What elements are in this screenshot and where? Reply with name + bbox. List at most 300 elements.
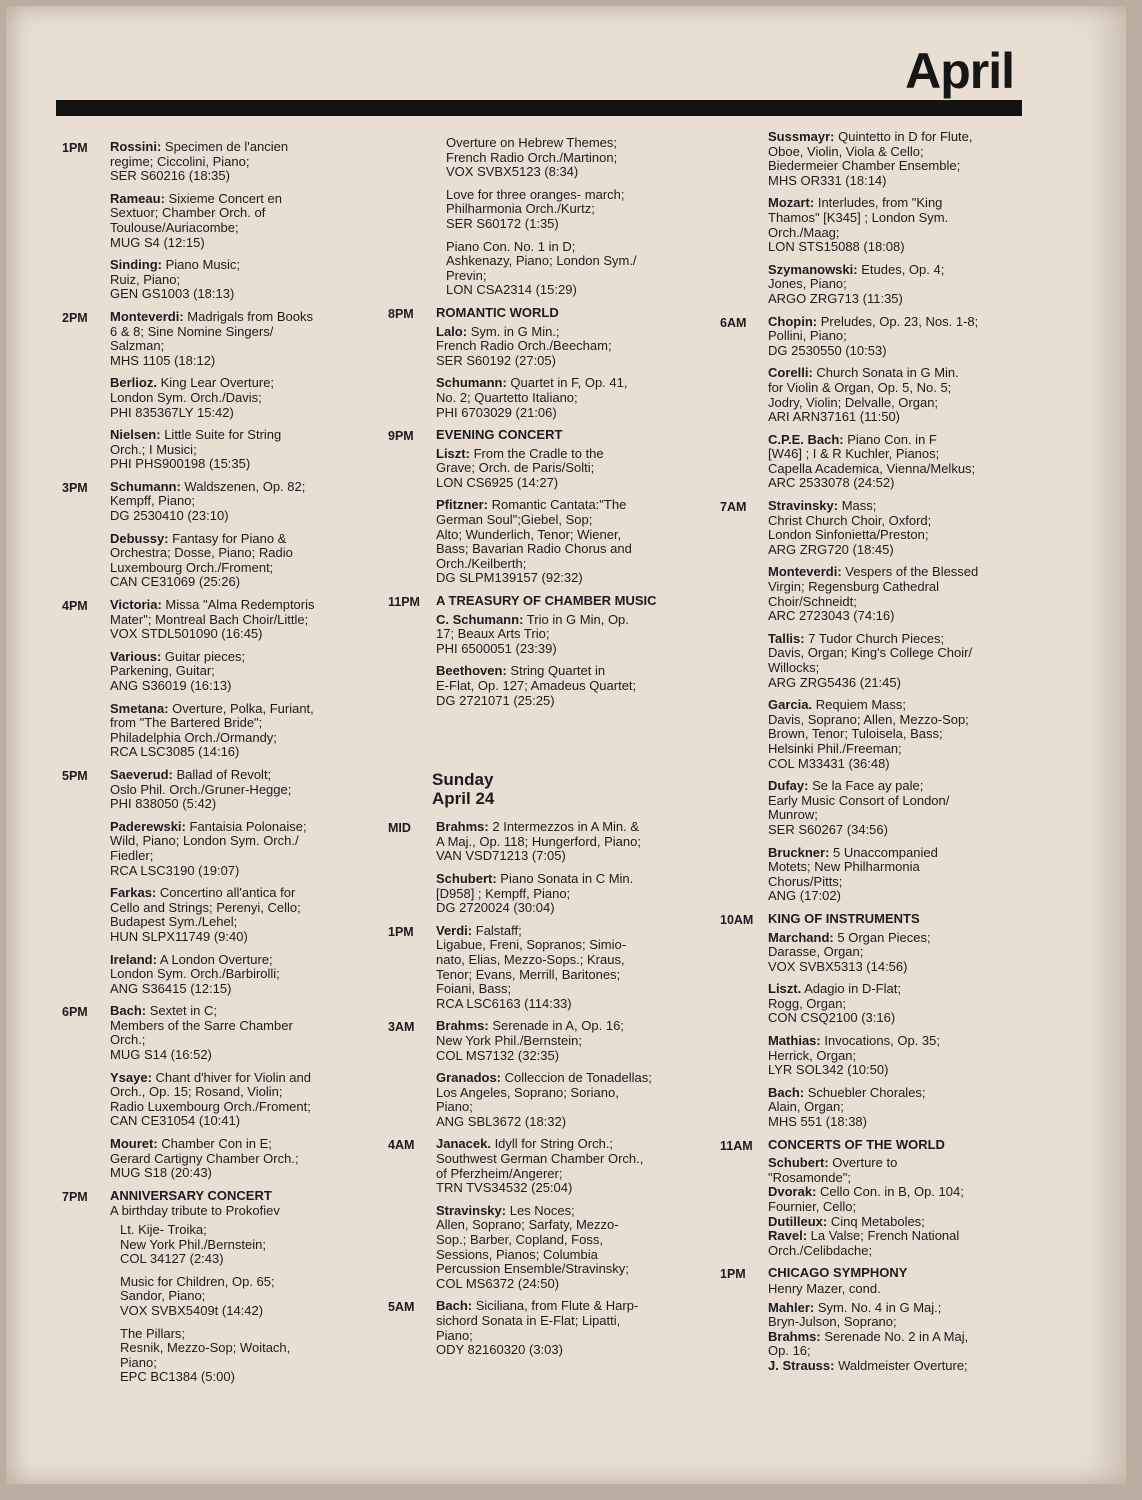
listing-line (110, 480, 372, 495)
listing-text: London Sym. Orch./Barbirolli; (110, 966, 280, 982)
listing-text: Les Noces; (509, 1202, 575, 1218)
listing-line (110, 915, 372, 930)
listing-text: Salzman; (110, 338, 165, 354)
listing-line (768, 1100, 1060, 1115)
program-title: EVENING CONCERT (436, 427, 563, 443)
listing-line (768, 410, 1060, 425)
listing-line (110, 546, 372, 561)
time-slot (388, 1299, 706, 1357)
listing-line (768, 159, 1060, 174)
time-slot (720, 912, 1060, 1130)
listing-text: Chant d'hiver for Violin and (155, 1069, 311, 1085)
composer-name: Stravinsky: (436, 1202, 507, 1218)
listing-line (436, 1343, 706, 1358)
listing-text: Southwest German Chamber Orch., (436, 1151, 644, 1167)
listing-text: Fantasy for Piano & (172, 530, 287, 546)
listing-text: Serenade No. 2 in A Maj, (824, 1328, 969, 1344)
listing-entry (768, 263, 1060, 307)
listing-line (110, 953, 372, 968)
listing-line (768, 982, 1060, 997)
composer-name: Verdi: (436, 922, 473, 938)
listing-line (110, 443, 372, 458)
listing-text: DG 2721071 (25:25) (436, 692, 555, 708)
listing-line (768, 381, 1060, 396)
listing-line (110, 613, 372, 628)
time-slot (720, 130, 1060, 307)
listing-text: CON CSQ2100 (3:16) (768, 1010, 896, 1026)
listing-text: ARG ZRG720 (18:45) (768, 541, 894, 557)
listing-line (120, 1356, 372, 1371)
listing-text: VOX SVBX5123 (8:34) (446, 164, 579, 180)
listing-line (768, 632, 1060, 647)
listing-line (436, 528, 706, 543)
slot-time: 4AM (388, 1138, 415, 1153)
composer-name: Brahms: (436, 819, 489, 835)
column-2-part-2 (388, 820, 706, 1358)
slot-time: 6AM (720, 315, 747, 330)
listing-text: Serenade in A, Op. 16; (492, 1018, 624, 1034)
listing-line (110, 864, 372, 879)
listing-line (446, 188, 706, 203)
composer-name: Sinding: (110, 257, 162, 273)
listing-entry (110, 140, 372, 184)
listing-text: MHS 1105 (18:12) (110, 352, 216, 368)
listing-line (110, 650, 372, 665)
listing-line (110, 797, 372, 812)
listing-line (436, 627, 706, 642)
listing-line (110, 575, 372, 590)
slot-time: MID (388, 821, 411, 836)
listing-text: SER S60216 (18:35) (110, 168, 230, 184)
listing-entry (768, 433, 1060, 491)
listing-text: Members of the Sarre Chamber (110, 1017, 293, 1033)
listing-line (768, 211, 1060, 226)
listing-entry (768, 1185, 1060, 1214)
listing-line (110, 1085, 372, 1100)
listing-text: Piano; (120, 1354, 157, 1370)
composer-name: Mahler: (768, 1299, 815, 1315)
listing-text: Requiem Mass; (815, 697, 907, 713)
listing-line (436, 1071, 706, 1086)
listing-line (436, 887, 706, 902)
listing-text: Davis, Organ; King's College Choir/ (768, 645, 973, 661)
listing-line (110, 273, 372, 288)
listing-text: Sextet in C; (149, 1003, 217, 1019)
listing-line (446, 151, 706, 166)
listing-text: Orchestra; Dosse, Piano; Radio (110, 545, 293, 561)
listing-text: EPC BC1384 (5:00) (120, 1369, 235, 1385)
listing-line (120, 1252, 372, 1267)
listing-text: Piano; (436, 1099, 473, 1115)
listing-line (110, 532, 372, 547)
listing-line (768, 145, 1060, 160)
listing-line (436, 461, 706, 476)
slot-time: 7AM (720, 500, 747, 515)
slot-time: 5PM (62, 768, 88, 783)
listing-line (768, 543, 1060, 558)
listing-line (110, 428, 372, 443)
composer-name: Dvorak: (768, 1184, 817, 1200)
listing-line (768, 1301, 1060, 1316)
listing-line (110, 155, 372, 170)
time-slot (388, 1019, 706, 1129)
composer-name: Schumann: (436, 375, 507, 391)
listing-line (110, 886, 372, 901)
listing-entry (768, 982, 1060, 1026)
listing-text: SER S60267 (34:56) (768, 821, 888, 837)
listing-line (110, 1137, 372, 1152)
listing-line (110, 325, 372, 340)
listing-entry (110, 1071, 372, 1129)
composer-name: Ysaye: (110, 1069, 152, 1085)
listing-text: Fantaisia Polonaise; (189, 818, 307, 834)
listing-text: LON CSA2314 (15:29) (446, 282, 577, 298)
listing-text: Gerard Cartigny Chamber Orch.; (110, 1150, 299, 1166)
composer-name: Bach: (436, 1298, 473, 1314)
listing-line (110, 494, 372, 509)
day-heading (432, 770, 706, 808)
listing-line (110, 354, 372, 369)
listing-text: Early Music Consort of London/ (768, 792, 950, 808)
listing-entry (768, 1330, 1060, 1359)
listing-line (768, 727, 1060, 742)
listing-text: MHS OR331 (18:14) (768, 172, 887, 188)
composer-name: Szymanowski: (768, 261, 858, 277)
listing-text: Budapest Sym./Lehel; (110, 914, 238, 930)
time-slot (62, 598, 372, 760)
listing-text: RCA LSC3190 (19:07) (110, 862, 240, 878)
listing-line (768, 676, 1060, 691)
listing-line (110, 287, 372, 302)
listing-line (768, 528, 1060, 543)
composer-name: Brahms: (768, 1328, 821, 1344)
listing-text: Bryn-Julson, Soprano; (768, 1314, 897, 1330)
listing-text: French Radio Orch./Martinon; (446, 149, 618, 165)
listing-text: The Pillars; (120, 1325, 186, 1341)
listing-text: Church Sonata in G Min. (816, 365, 959, 381)
listing-text: VOX SVBX5313 (14:56) (768, 958, 908, 974)
listing-text: Mater"; Montreal Bach Choir/Little; (110, 611, 309, 627)
listing-line (768, 1063, 1060, 1078)
listing-text: Little Suite for String (164, 427, 282, 443)
listing-text: [W46] ; I & R Kuchler, Pianos; (768, 446, 940, 462)
composer-name: Schubert: (436, 870, 497, 886)
listing-text: PHI 6500051 (23:39) (436, 640, 557, 656)
listing-text: Siciliana, from Flute & Harp- (475, 1298, 639, 1314)
listing-line (436, 982, 706, 997)
listing-text: SER S60172 (1:35) (446, 215, 559, 231)
listing-line (110, 457, 372, 472)
listing-entry (436, 240, 706, 298)
slot-time: 11AM (720, 1138, 753, 1153)
listing-entry (768, 1301, 1060, 1330)
listing-line (436, 498, 706, 513)
listing-text: Orch.; I Musici; (110, 441, 197, 457)
listing-text: VOX SVBX5409t (14:42) (120, 1302, 264, 1318)
listing-line (436, 447, 706, 462)
listing-line (768, 396, 1060, 411)
composer-name: Bach: (768, 1084, 805, 1100)
listing-line (768, 292, 1060, 307)
listing-text: Tenor; Evans, Merrill, Baritones; (436, 966, 621, 982)
listing-text: Concertino all'antica for (159, 885, 296, 901)
day-date: April 24 (432, 789, 495, 809)
listing-line (436, 820, 706, 835)
listing-entry (436, 613, 706, 657)
composer-name: Bach: (110, 1003, 147, 1019)
header-rule (56, 100, 1022, 116)
listing-line (110, 716, 372, 731)
listing-entry (110, 1137, 372, 1181)
column-2-part-1 (388, 136, 706, 708)
listing-line (110, 236, 372, 251)
listing-entry (110, 702, 372, 760)
listing-entry (768, 366, 1060, 424)
listing-line (436, 642, 706, 657)
listing-text: French Radio Orch./Beecham; (436, 338, 612, 354)
listing-line (768, 595, 1060, 610)
program-title: ROMANTIC WORLD (436, 304, 559, 320)
composer-name: Mathias: (768, 1033, 821, 1049)
listing-line (436, 664, 706, 679)
listing-line (446, 165, 706, 180)
listing-text: Foiani, Bass; (436, 981, 512, 997)
composer-name: Rossini: (110, 139, 162, 154)
listing-text: LYR SOL342 (10:50) (768, 1062, 889, 1078)
program-subtitle: A birthday tribute to Prokofiev (110, 1203, 280, 1219)
listing-text: Ashkenazy, Piano; London Sym./ (446, 253, 637, 269)
listing-text: London Sym. Orch./Davis; (110, 389, 262, 405)
listing-line (768, 329, 1060, 344)
listing-text: Previn; (446, 267, 487, 283)
listing-entry (110, 953, 372, 997)
listing-entry (436, 872, 706, 916)
listing-line (436, 938, 706, 953)
listing-line (110, 783, 372, 798)
listing-line (446, 269, 706, 284)
listing-text: Love for three oranges- march; (446, 186, 625, 202)
listing-entry (768, 565, 1060, 623)
listing-text: DG SLPM139157 (92:32) (436, 570, 583, 586)
listing-entry (110, 650, 372, 694)
listing-entry (110, 480, 372, 524)
listing-text: A London Overture; (159, 951, 273, 967)
composer-name: Lalo: (436, 323, 468, 339)
listing-text: Alain, Organ; (768, 1099, 844, 1115)
listing-line (768, 1171, 1060, 1186)
listing-entry (110, 428, 372, 472)
listing-text: VOX STDL501090 (16:45) (110, 626, 263, 642)
slot-time: 8PM (388, 306, 414, 321)
listing-line (120, 1223, 372, 1238)
listing-text: Kempff, Piano; (110, 493, 196, 509)
listing-line (446, 217, 706, 232)
listing-line (110, 206, 372, 221)
listing-text: Orch., Op. 15; Rosand, Violin; (110, 1084, 283, 1100)
listing-line (436, 542, 706, 557)
listing-line (436, 1248, 706, 1263)
listing-text: MHS 551 (18:38) (768, 1114, 867, 1130)
listing-line (446, 283, 706, 298)
composer-name: Schumann: (110, 478, 181, 494)
listing-line (436, 1137, 706, 1152)
listing-text: CAN CE31069 (25:26) (110, 574, 241, 590)
listing-text: ARI ARN37161 (11:50) (768, 409, 900, 425)
listing-text: Philadelphia Orch./Ormandy; (110, 729, 277, 745)
listing-line (436, 613, 706, 628)
time-slot (388, 1137, 706, 1291)
listing-text: Virgin; Regensburg Cathedral (768, 579, 940, 595)
listing-line (120, 1304, 372, 1319)
listing-entry (768, 130, 1060, 188)
listing-text: Fiedler; (110, 847, 154, 863)
listing-text: Music for Children, Op. 65; (120, 1273, 275, 1289)
time-slot (720, 1138, 1060, 1259)
listing-text: MUG S4 (12:15) (110, 234, 205, 250)
listing-text: Rogg, Organ; (768, 995, 847, 1011)
listing-line (768, 997, 1060, 1012)
slot-time: 7PM (62, 1189, 88, 1204)
listing-text: From the Cradle to the (473, 445, 604, 461)
listing-line (768, 174, 1060, 189)
time-slot (388, 594, 706, 708)
listing-text: COL M33431 (36:48) (768, 755, 890, 771)
listing-line (436, 391, 706, 406)
listing-text: Thamos" [K345] ; London Sym. (768, 209, 949, 225)
composer-name: Mozart: (768, 195, 815, 211)
listing-text: E-Flat, Op. 127; Amadeus Quartet; (436, 678, 637, 693)
listing-line (110, 1152, 372, 1167)
time-slot (720, 315, 1060, 492)
composer-name: Nielsen: (110, 427, 161, 443)
listing-text: Radio Luxembourg Orch./Froment; (110, 1098, 311, 1114)
listing-entry (110, 1275, 372, 1319)
slot-time: 3AM (388, 1020, 415, 1035)
listing-line (436, 1181, 706, 1196)
composer-name: Dufay: (768, 778, 809, 794)
listing-text: SER S60192 (27:05) (436, 352, 556, 368)
listing-text: sichord Sonata in E-Flat; Lipatti, (436, 1313, 621, 1328)
listing-text: Jones, Piano; (768, 276, 847, 292)
listing-text: Oboe, Violin, Viola & Cello; (768, 143, 924, 159)
listing-text: Etudes, Op. 4; (861, 261, 945, 277)
listing-line (768, 823, 1060, 838)
listing-text: Ballad of Revolt; (176, 766, 272, 782)
listing-line (436, 1100, 706, 1115)
listing-text: CAN CE31054 (10:41) (110, 1113, 241, 1129)
listing-entry (436, 1019, 706, 1063)
listing-line (110, 849, 372, 864)
listing-entry (436, 136, 706, 180)
composer-name: Saeverud: (110, 766, 173, 782)
listing-text: Oslo Phil. Orch./Gruner-Hegge; (110, 781, 292, 797)
composer-name: Mouret: (110, 1136, 158, 1152)
listing-line (436, 1152, 706, 1167)
listing-text: Guitar pieces; (164, 648, 246, 664)
listing-line (768, 860, 1060, 875)
time-slot (720, 499, 1060, 904)
composer-name: Various: (110, 648, 162, 664)
listing-line (120, 1289, 372, 1304)
listing-text: 6 & 8; Sine Nomine Singers/ (110, 323, 274, 339)
listing-line (436, 325, 706, 340)
listing-line (768, 960, 1060, 975)
program-subtitle: Henry Mazer, cond. (768, 1280, 881, 1296)
listing-text: DG 2530410 (23:10) (110, 508, 229, 524)
listing-line (768, 1215, 1060, 1230)
composer-name: Marchand: (768, 929, 834, 945)
listing-text: Choir/Schneidt; (768, 593, 857, 609)
listing-line (768, 945, 1060, 960)
listing-text: Allen, Soprano; Sarfaty, Mezzo- (436, 1217, 619, 1233)
listing-entry (436, 1137, 706, 1195)
magazine-page (6, 6, 1126, 1484)
listing-text: Lt. Kije- Troika; (120, 1222, 207, 1237)
listing-entry (110, 1223, 372, 1267)
listing-text: from "The Bartered Bride"; (110, 715, 263, 731)
listing-line (436, 1086, 706, 1101)
listing-line (768, 130, 1060, 145)
listing-line (768, 277, 1060, 292)
listing-text: Fournier, Cello; (768, 1199, 857, 1214)
listing-line (436, 1329, 706, 1344)
listing-text: "Rosamonde"; (768, 1169, 851, 1185)
listing-entry (110, 376, 372, 420)
listing-entry (110, 1327, 372, 1385)
composer-name: Pfitzner: (436, 497, 488, 513)
listing-text: Trio in G Min, Op. (526, 611, 629, 627)
time-slot (388, 924, 706, 1012)
listing-line (768, 499, 1060, 514)
listing-line (768, 1011, 1060, 1026)
composer-name: Granados: (436, 1070, 502, 1086)
column-2 (388, 136, 706, 1366)
listing-text: 2 Intermezzos in A Min. & (492, 819, 640, 835)
listing-entry (436, 1204, 706, 1292)
listing-entry (768, 499, 1060, 557)
listing-line (110, 221, 372, 236)
composer-name: Debussy: (110, 530, 169, 546)
listing-line (768, 698, 1060, 713)
program-title: KING OF INSTRUMENTS (768, 910, 920, 926)
listing-text: Wild, Piano; London Sym. Orch./ (110, 833, 299, 849)
listing-line (110, 561, 372, 576)
listing-line (110, 930, 372, 945)
listing-line (436, 694, 706, 709)
slot-time: 5AM (388, 1300, 415, 1315)
listing-text: Resnik, Mezzo-Sop; Woitach, (120, 1340, 291, 1356)
listing-line (768, 580, 1060, 595)
listing-line (768, 1034, 1060, 1049)
listing-line (768, 226, 1060, 241)
listing-text: regime; Ciccolini, Piano; (110, 153, 250, 169)
listing-entry (436, 188, 706, 232)
listing-text: Pollini, Piano; (768, 328, 847, 344)
listing-text: German Soul";Giebel, Sop; (436, 512, 593, 528)
listing-line (110, 1004, 372, 1019)
listing-entry (768, 196, 1060, 254)
listing-line (110, 509, 372, 524)
listing-text: Orch./Keilberth; (436, 555, 527, 571)
listing-line (768, 742, 1060, 757)
listing-entry (436, 498, 706, 586)
listing-entry (436, 1071, 706, 1129)
listing-line (768, 661, 1060, 676)
listing-text: for Violin & Organ, Op. 5, No. 5; (768, 379, 952, 395)
listing-text: Mass; (841, 498, 877, 514)
slot-time: 1PM (720, 1267, 746, 1282)
listing-line (768, 794, 1060, 809)
